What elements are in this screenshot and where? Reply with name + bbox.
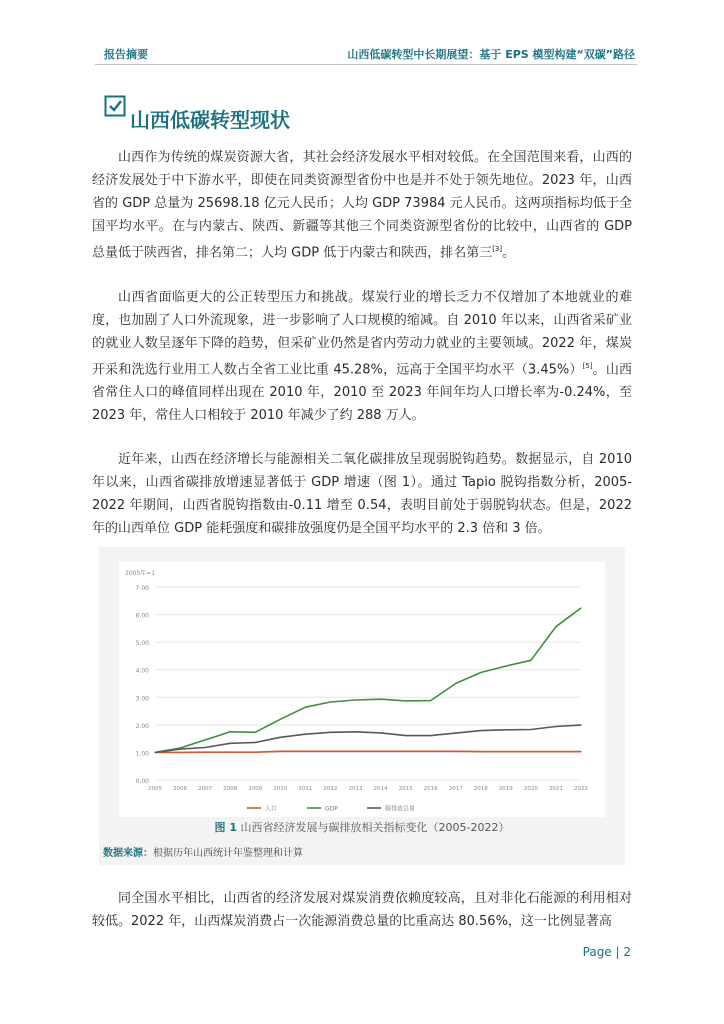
data-point bbox=[505, 729, 506, 730]
data-point bbox=[280, 719, 281, 720]
data-point bbox=[555, 726, 556, 727]
data-point bbox=[555, 751, 556, 752]
data-point bbox=[230, 731, 231, 732]
data-point bbox=[580, 725, 581, 726]
y-tick-label: 3.00 bbox=[135, 695, 149, 703]
paragraph-economy: 山西作为传统的煤炭资源大省，其社会经济发展水平相对较低。在全国范围来看，山西的经济发展处于中下游水平，即使在同类资源型省份中也是并不处于领先地位。2023 年，山西省的 GDP 总量为 25698.18 亿元人民币；人均 GDP 73984 元人民币。这两项指标均低于全国平均水平。在与内蒙古、陕西、新疆等其他三个同类资源型省份的比较中，山西省的 GDP 总量低于陕西省，排名第二；人均 GDP 低于内蒙古和陕西，排名第三[3]。 bbox=[92, 150, 632, 261]
data-point bbox=[230, 743, 231, 744]
line-chart bbox=[99, 547, 625, 817]
x-tick-label: 2007 bbox=[198, 786, 213, 792]
x-tick-label: 2021 bbox=[548, 786, 563, 792]
y-tick-label: 6.00 bbox=[135, 612, 149, 620]
data-point bbox=[455, 683, 456, 684]
data-point bbox=[179, 752, 180, 753]
x-tick-label: 2012 bbox=[323, 786, 338, 792]
data-point bbox=[455, 733, 456, 734]
x-tick-label: 2010 bbox=[273, 786, 288, 792]
data-point bbox=[280, 737, 281, 738]
data-point bbox=[305, 751, 306, 752]
data-point bbox=[205, 739, 206, 740]
x-tick-label: 2017 bbox=[448, 786, 463, 792]
data-point bbox=[555, 626, 556, 627]
data-point bbox=[405, 735, 406, 736]
data-point bbox=[380, 732, 381, 733]
header-divider bbox=[95, 64, 637, 65]
x-tick-label: 2008 bbox=[223, 786, 238, 792]
data-point bbox=[380, 699, 381, 700]
data-point bbox=[430, 735, 431, 736]
data-point bbox=[355, 751, 356, 752]
data-point bbox=[255, 752, 256, 753]
data-point bbox=[355, 699, 356, 700]
legend-label: 碳排放总量 bbox=[385, 805, 416, 813]
y-tick-label: 2.00 bbox=[135, 722, 149, 730]
x-tick-label: 2018 bbox=[473, 786, 488, 792]
page-number: Page | 2 bbox=[582, 945, 631, 959]
data-point bbox=[380, 751, 381, 752]
x-tick-label: 2006 bbox=[173, 786, 188, 792]
data-point bbox=[305, 734, 306, 735]
data-point bbox=[430, 700, 431, 701]
data-point bbox=[480, 751, 481, 752]
figure-source: 数据来源：根据历年山西统计年鉴整理和计算 bbox=[103, 848, 303, 859]
data-point bbox=[330, 701, 331, 702]
data-point bbox=[255, 732, 256, 733]
data-point bbox=[330, 751, 331, 752]
y-tick-label: 4.00 bbox=[135, 667, 149, 675]
paragraph-coal-dependence: 同全国水平相比，山西省的经济发展对煤炭消费依赖度较高，且对非化石能源的利用相对较低。2022 年，山西煤炭消费占一次能源消费总量的比重高达 80.56%，这一比例显著高 bbox=[92, 891, 632, 929]
data-point bbox=[205, 752, 206, 753]
section-title: 山西低碳转型现状 bbox=[130, 108, 290, 132]
y-axis-label: 2005年=1 bbox=[125, 570, 156, 577]
y-tick-label: 7.00 bbox=[135, 585, 149, 592]
data-point bbox=[505, 666, 506, 667]
data-point bbox=[405, 700, 406, 701]
x-tick-label: 2022 bbox=[574, 786, 588, 792]
header-section-label: 报告摘要 bbox=[104, 48, 148, 61]
data-point bbox=[405, 751, 406, 752]
x-tick-label: 2011 bbox=[298, 786, 313, 792]
data-point bbox=[580, 751, 581, 752]
x-tick-label: 2016 bbox=[423, 786, 438, 792]
data-point bbox=[530, 660, 531, 661]
data-point bbox=[205, 747, 206, 748]
chart-background bbox=[119, 562, 605, 817]
data-point bbox=[430, 751, 431, 752]
x-tick-label: 2014 bbox=[373, 786, 388, 792]
y-tick-label: 0.00 bbox=[135, 778, 149, 785]
legend-label: 人口 bbox=[265, 805, 278, 813]
data-point bbox=[255, 742, 256, 743]
data-point bbox=[455, 751, 456, 752]
citation-ref: [5] bbox=[582, 362, 593, 370]
x-tick-label: 2020 bbox=[523, 786, 538, 792]
figure-caption: 图 1 山西省经济发展与碳排放相关指标变化（2005-2022） bbox=[214, 821, 510, 834]
data-point bbox=[505, 751, 506, 752]
x-tick-label: 2009 bbox=[248, 786, 263, 792]
paragraph-decoupling: 近年来，山西在经济增长与能源相关二氧化碳排放呈现弱脱钩趋势。数据显示，自 2010 年以来，山西省碳排放增速显著低于 GDP 增速（图 1）。通过 Tapio 脱钩指数分析，2005-2022 年期间，山西省脱钩指数由-0.11 增至 0.54，表明目前处于弱脱钩状态。但是，2022 年的山西单位 GDP 能耗强度和碳排放强度仍是全国平均水平的 2.3 倍和 3 倍。 bbox=[92, 452, 632, 536]
data-point bbox=[580, 607, 581, 608]
x-tick-label: 2005 bbox=[148, 786, 162, 792]
data-point bbox=[179, 749, 180, 750]
data-point bbox=[230, 752, 231, 753]
paragraph-transition-pressure: 山西省面临更大的公正转型压力和挑战。煤炭行业的增长乏力不仅增加了本地就业的难度，也加剧了人口外流现象，进一步影响了人口规模的缩减。自 2010 年以来，山西省采矿业的就业人数呈逐年下降的趋势，但采矿业仍然是省内劳动力就业的主要领域。2022 年，煤炭开采和洗选行业用工人数占全省工业比重 45.28%，远高于全国平均水平（3.45%）[5]。山西省常住人口的峰值同样出现在 2010 年，2010 至 2023 年间年均人口增长率为-0.24%，至 2023 年，常住人口相较于 2010 年减少了约 288 万人。 bbox=[92, 290, 632, 424]
data-point bbox=[280, 751, 281, 752]
data-point bbox=[154, 752, 155, 753]
checkbox-icon bbox=[104, 95, 126, 117]
legend-label: GDP bbox=[325, 805, 338, 813]
x-tick-label: 2013 bbox=[348, 786, 363, 792]
data-point bbox=[530, 751, 531, 752]
header-report-title: 山西低碳转型中长期展望：基于 EPS 模型构建“双碳”路径 bbox=[347, 48, 635, 61]
y-tick-label: 1.00 bbox=[135, 750, 149, 758]
data-point bbox=[355, 731, 356, 732]
data-point bbox=[480, 730, 481, 731]
x-tick-label: 2015 bbox=[398, 786, 413, 792]
data-point bbox=[530, 729, 531, 730]
x-tick-label: 2019 bbox=[498, 786, 513, 792]
data-point bbox=[330, 732, 331, 733]
data-point bbox=[305, 707, 306, 708]
y-tick-label: 5.00 bbox=[135, 640, 149, 648]
citation-ref: [3] bbox=[492, 245, 503, 253]
figure-panel bbox=[99, 547, 625, 865]
data-point bbox=[480, 672, 481, 673]
